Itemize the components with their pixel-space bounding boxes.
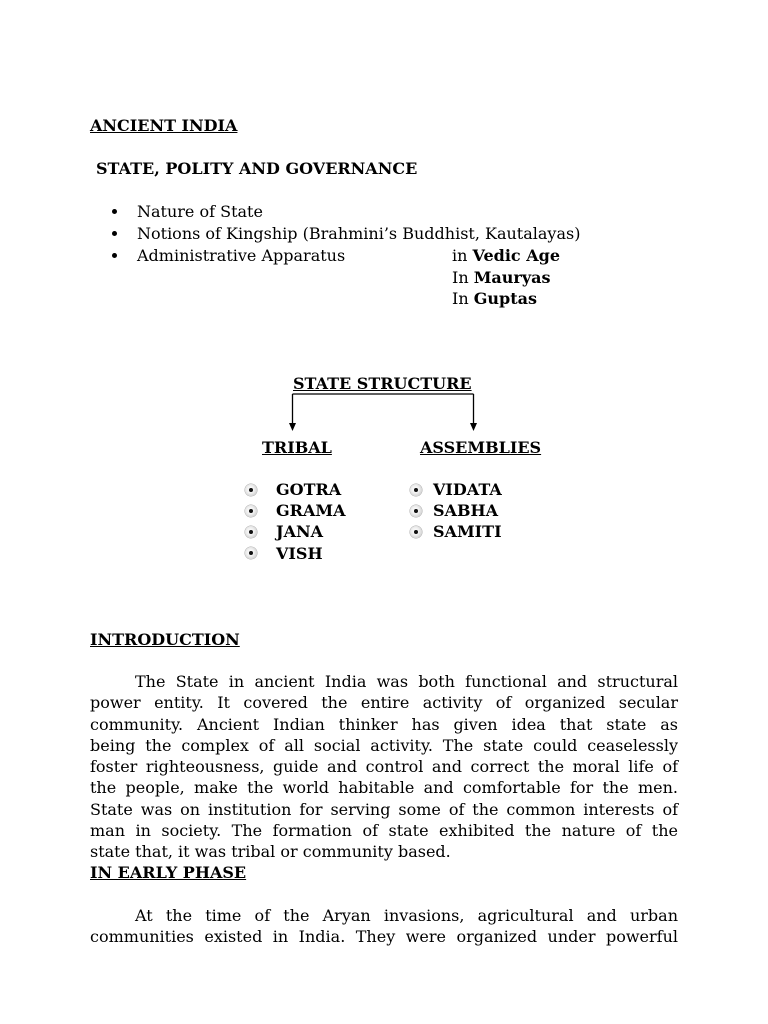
structure-connector	[280, 393, 490, 433]
bullet-dot-icon	[112, 253, 117, 258]
apparatus-period: In Guptas	[452, 289, 537, 308]
paragraph-line: being the complex of all social activity. The state could ceaselessly	[90, 735, 678, 755]
document-subtitle: STATE, POLITY AND GOVERNANCE	[96, 159, 418, 178]
list-item: GRAMA	[276, 501, 346, 520]
paragraph-line: foster righteousness, guide and control and correct the moral life of	[90, 757, 678, 777]
paragraph-line: communities existed in India. They were organized under powerful	[90, 927, 678, 947]
radio-bullet-icon	[245, 526, 257, 538]
paragraph-line: power entity. It covered the entire activity of organized secular	[90, 693, 678, 713]
paragraph-line: community. Ancient Indian thinker has given idea that state as	[90, 714, 678, 734]
radio-bullet-icon	[245, 484, 257, 496]
list-item: VIDATA	[433, 480, 502, 499]
apparatus-period: In Mauryas	[452, 268, 551, 287]
document-title: ANCIENT INDIA	[90, 116, 238, 135]
paragraph-line: The State in ancient India was both functional and structural	[135, 672, 678, 691]
bullet-dot-icon	[112, 231, 117, 236]
list-item: SAMITI	[433, 522, 502, 541]
state-structure-title: STATE STRUCTURE	[293, 374, 472, 393]
early-phase-heading: IN EARLY PHASE	[90, 863, 247, 882]
introduction-paragraph	[90, 671, 678, 863]
bullet-dot-icon	[112, 209, 117, 214]
list-item: GOTRA	[276, 480, 342, 499]
radio-bullet-icon	[410, 526, 422, 538]
assemblies-heading: ASSEMBLIES	[420, 438, 542, 457]
apparatus-period: in Vedic Age	[452, 246, 560, 265]
list-item: SABHA	[433, 501, 499, 520]
radio-bullet-icon	[410, 484, 422, 496]
paragraph-line: man in society. The formation of state exhibited the nature of the	[90, 821, 678, 841]
paragraph-line: At the time of the Aryan invasions, agricultural and urban	[135, 906, 678, 925]
paragraph-line: State was on institution for serving some of the common interests of	[90, 799, 678, 819]
early-phase-paragraph	[90, 905, 678, 948]
radio-bullet-icon	[245, 547, 257, 559]
radio-bullet-icon	[410, 505, 422, 517]
list-item: JANA	[276, 522, 324, 541]
introduction-heading: INTRODUCTION	[90, 630, 240, 649]
paragraph-line: the people, make the world habitable and comfortable for the men.	[90, 778, 678, 798]
tribal-heading: TRIBAL	[262, 438, 332, 457]
radio-bullet-icon	[245, 505, 257, 517]
list-item: VISH	[276, 544, 323, 563]
paragraph-line: state that, it was tribal or community based.	[90, 842, 451, 862]
